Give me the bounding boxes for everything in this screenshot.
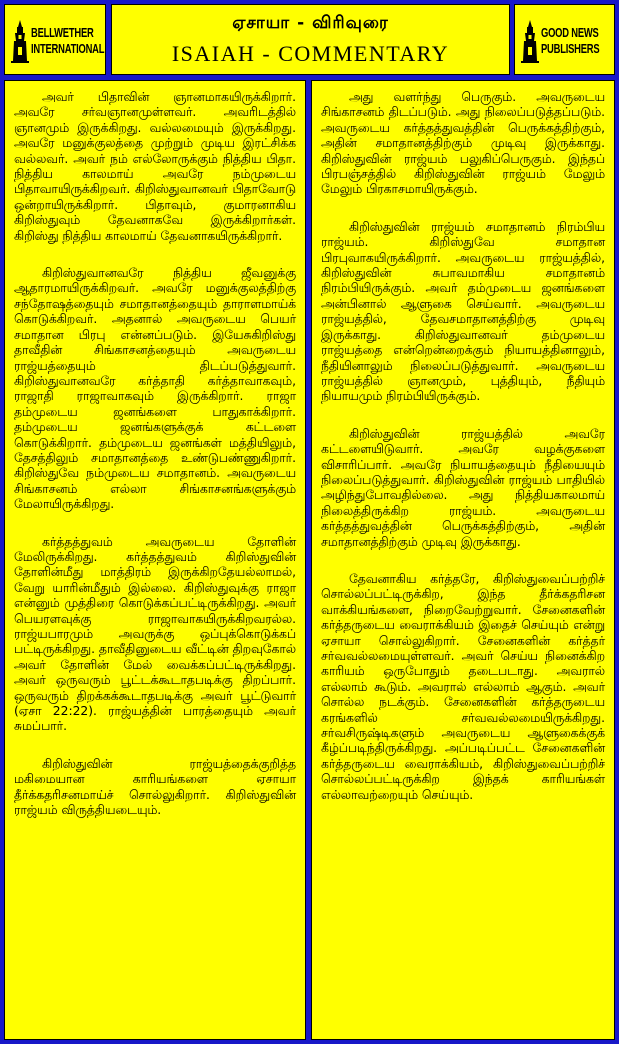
paragraph: கிறிஸ்துவின் ராஜ்யம் சமாதானம் நிரம்பிய ராஜ்யம். கிறிஸ்துவே சமாதான பிரபுவாகயிருக்கிறார். அவருடைய ராஜ்யத்தில், கிறிஸ்துவின் சுபாவமாகிய சமாதானம் நிரம்பியிருக்கும். அவர் தம்முடைய ஜனங்களை அன்பினால் ஆளுகை செய்வார். அவருடைய ராஜ்யத்தில், தேவசமாதானத்திற்கு முடிவு இருக்காது. கிறிஸ்துவானவர் தம்முடைய ராஜ்யத்தை என்றென்றைக்கும் நியாயத்தினாலும், நீதியினாலும் நிலைப்படுத்துவார். அவருடைய ராஜ்யத்தில் ஞானமும், புத்தியும், நீதியும் நியாயமும் நிரம்பியிருக்கும். — [321, 219, 605, 404]
good-news-logo — [521, 15, 610, 66]
logo-line: BELLWETHER — [31, 24, 94, 40]
good-news-logo-panel — [514, 4, 615, 75]
paragraph: கிறிஸ்துவானவரே நித்திய ஜீவனுக்கு ஆதாரமாயிருக்கிறவர். அவரே மனுக்குலத்திற்கு சந்தோஷத்தையும் சமாதானத்தையும் தாராளமாய்க் கொடுக்கிறவர். அதனால் அவருடைய பெயர் சமாதான பிரபு என்னப்படும். இயேசுகிறிஸ்து தாவீதின் சிங்காசனத்தையும் அவருடைய ராஜ்யத்தையும் திடப்படுத்துவார். கிறிஸ்துவானவரே கர்த்தாதி கர்த்தாவாகவும், ராஜாதி ராஜாவாகவும் இருக்கிறார். ராஜா தம்முடைய ஜனங்களை பாதுகாக்கிறார். தம்முடைய ஜனங்களுக்குக் கட்டளை கொடுக்கிறார். தம்முடைய ஜனங்கள் மத்தியிலும், தேசத்திலும் சமாதானத்தை உண்டுபண்ணுகிறார். கிறிஸ்துவே நம்முடைய சமாதானம். அவருடைய சிங்காசனம் எல்லா சிங்காசனங்களுக்கும் மேலாயிருக்கிறது. — [14, 266, 296, 512]
paragraph: கிறிஸ்துவின் ராஜ்யத்தில் அவரே கட்டளையிடுவார். அவரே வழக்குகளை விசாரிப்பார். அவரே நியாயத்தையும் நீதியையும் நிலைப்படுத்துவார். கிறிஸ்துவின் ராஜ்யம் பாதியில் அழிந்துபோவதில்லை. அது நித்தியகாலமாய் நிலைத்திருக்கிற ராஜ்யம். அவருடைய கர்த்தத்துவத்தின் பெருக்கத்திற்கும், அதின் சமாதானத்திற்கும் முடிவு இருக்காது. — [321, 426, 605, 549]
page-header — [111, 4, 510, 75]
paragraph: அது வளர்ந்து பெருகும். அவருடைய சிங்காசனம் திடப்படும். அது நிலைப்படுத்தப்படும். அவருடைய கர்த்தத்துவத்தின் பெருக்கத்திற்கும், அதின் சமாதானத்திற்கும் முடிவு இருக்காது. கிறிஸ்துவின் ராஜ்யம் பலுகிப்பெருகும். இந்தப் பிரபஞ்சத்தில் கிறிஸ்துவின் ராஜ்யம் மேலும் மேலும் பிரகாசமாயிருக்கும். — [321, 90, 605, 197]
page-title-tamil: ஏசாயா - விரிவுரை — [232, 13, 389, 33]
good-news-logo-text — [541, 24, 599, 56]
bellwether-logo-text — [31, 24, 104, 56]
page-title-english: ISAIAH - COMMENTARY — [171, 41, 450, 66]
logo-line: GOOD NEWS — [541, 24, 599, 40]
logo-line: PUBLISHERS — [541, 40, 600, 56]
paragraph: கிறிஸ்துவின் ராஜ்யத்தைக்குறித்த மகிமையான காரியங்களை ஏசாயா தீர்க்கதரிசனமாய்ச் சொல்லுகிறார். கிறிஸ்துவின் ராஜ்யம் விருத்தியடையும். — [14, 756, 296, 818]
bellwether-logo — [11, 15, 105, 66]
paragraph: கர்த்தத்துவம் அவருடைய தோளின் மேலிருக்கிறது. கர்த்தத்துவம் கிறிஸ்துவின் தோளின்மீது மாத்திரம் இருக்கிறதேயல்லாமல், வேறு யாரின்மீதும் இல்லை. கிறிஸ்துவுக்கு ராஜா என்னும் முத்திரை கொடுக்கப்பட்டிருக்கிறது. அவர் பெயரளவுக்கு ராஜாவாகயிருக்கிறவரல்ல. ராஜ்யபாரமும் அவருக்கு ஒப்புக்கொடுக்கப் பட்டிருக்கிறது. தாவீதினுடைய வீட்டின் திறவுகோல் அவர் தோளின் மேல் வைக்கப்பட்டிருக்கிறது. அவர் ஒருவரும் பூட்டக்கூடாதபடிக்கு திறப்பார். ஒருவரும் திறக்கக்கூடாதபடிக்கு அவர் பூட்டுவார் (ஏசா 22:22). ராஜ்யத்தின் பாரத்தையும் அவர் சுமப்பார். — [14, 534, 296, 734]
bell-tower-icon — [11, 19, 29, 63]
logo-line: INTERNATIONAL — [31, 40, 105, 56]
bell-tower-icon — [521, 19, 539, 63]
left-column — [4, 80, 306, 1040]
bellwether-logo-panel — [4, 4, 106, 75]
paragraph: தேவனாகிய கர்த்தரே, கிறிஸ்துவைப்பற்றிச் சொல்லப்பட்டிருக்கிற, இந்த தீர்க்கதரிசன வாக்கியங்களை, நிறைவேற்றுவார். சேனைகளின் கர்த்தருடைய வைராக்கியம் இதைச் செய்யும் என்று ஏசாயா சொல்லுகிறார். சேனைகளின் கர்த்தர் சர்வவல்லமையுள்ளவர். அவர் செய்ய நினைக்கிற காரியம் ஒருபோதும் தடைபடாது. அவரால் எல்லாம் கூடும். அவரால் எல்லாம் ஆகும். அவர் சொல்ல நடக்கும். சேனைகளின் கர்த்தருடைய கரங்களில் சர்வவல்லமையிருக்கிறது. சர்வசிருஷ்டிகளும் அவருடைய ஆளுகைக்குக் கீழ்ப்படிந்திருக்கிறது. அப்படிப்பட்ட சேனைகளின் கர்த்தருடைய வைராக்கியம், கிறிஸ்துவைப்பற்றிச் சொல்லப்பட்டிருக்கிற இந்தக் காரியங்கள் எல்லாவற்றையும் செய்யும். — [321, 571, 605, 802]
paragraph: அவர் பிதாவின் ஞானமாகயிருக்கிறார். அவரே சர்வஞானமுள்ளவர். அவரிடத்தில் ஞானமும் இருக்கிறது. வல்லமையும் இருக்கிறது. அவரே மனுக்குலத்தை முற்றும் முடிய இரட்சிக்க வல்லவர். அவர் நம் எல்லோருக்கும் நித்திய பிதா. நித்திய காலமாய் அவரே நம்முடைய பிதாவாயிருக்கிறவர். கிறிஸ்துவானவர் பிதாவோடு ஒன்றாயிருக்கிறார். பிதாவும், குமாரனாகிய கிறிஸ்துவும் தேவனாகவே இருக்கிறார்கள். கிறிஸ்து நித்திய காலமாய் தேவனாகயிருக்கிறார். — [14, 90, 296, 243]
right-column — [311, 80, 615, 1040]
